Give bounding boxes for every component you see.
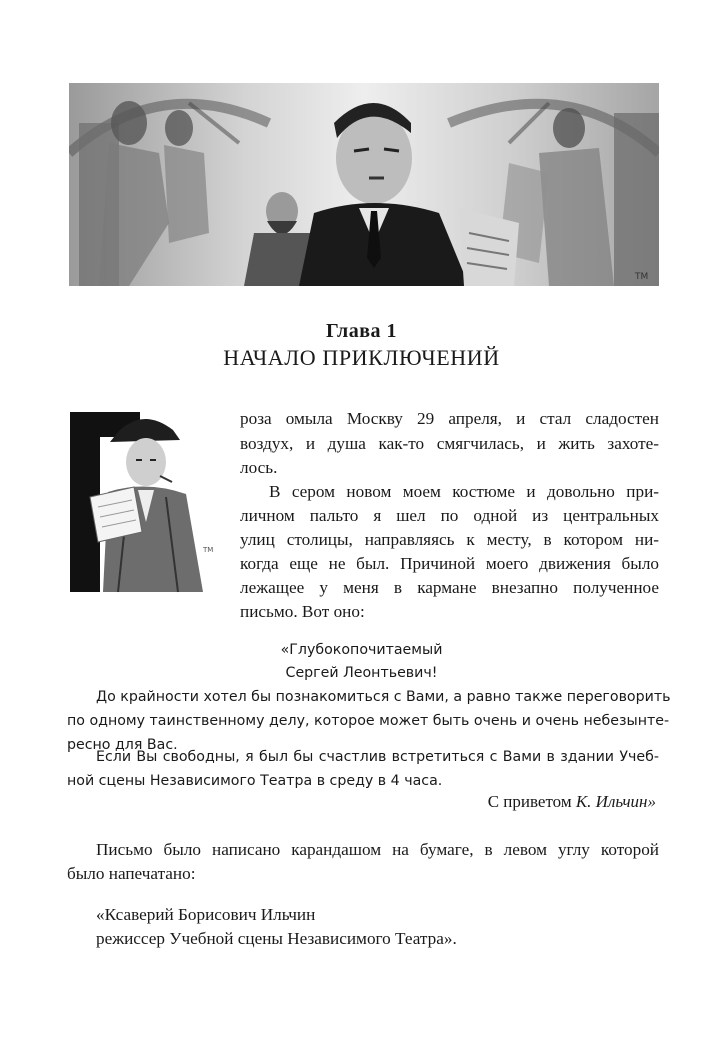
letter-salutation: Сергей Леонтьевич! (285, 665, 438, 681)
letter-signature (488, 792, 656, 812)
body-line: лось. (240, 458, 278, 477)
chapter-number: Глава 1 (326, 320, 397, 342)
letter-line: До крайности хотел бы познакомиться с Вами, а равно также переговорить (96, 689, 671, 705)
letter-line: ной сцены Независимого Театра в среду в 4 часа. (67, 773, 443, 789)
letter-line: Если Вы свободны, я был бы счастлив встретиться с Вами в здании Учеб- (96, 749, 659, 765)
letter-line: ресно для Вас. (67, 737, 178, 753)
body-line: воздух, и душа как-то смягчилась, и жить захоте- (240, 434, 659, 453)
letterhead-line: «Ксаверий Борисович Ильчин (96, 905, 316, 924)
body-line: Письмо было написано карандашом на бумаге, в левом углу которой (96, 840, 659, 859)
body-line: улиц столицы, направляясь к месту, в котором ни- (240, 530, 659, 549)
body-line: личном пальто я шел по одной из центральных (240, 506, 659, 525)
man-with-newspaper-illustration (69, 83, 659, 286)
man-in-hat-illustration (68, 402, 228, 597)
letter-signature-name: К. Ильчин» (575, 792, 656, 811)
body-line: было напечатано: (67, 864, 196, 883)
body-line: когда еще не был. Причиной моего движения было (240, 554, 659, 573)
artist-monogram: ТМ (635, 272, 649, 282)
letter-line: по одному таинственному делу, которое может быть очень и очень небезынте- (67, 713, 670, 729)
body-line: В сером новом моем костюме и довольно при- (269, 482, 659, 501)
body-line: лежащее у меня в кармане внезапно полученное (240, 578, 659, 597)
body-line: письмо. Вот оно: (240, 602, 365, 621)
letter-salutation: «Глубокопочитаемый (280, 642, 443, 658)
letter-closing: С приветом (487, 792, 572, 811)
letterhead-line: режиссер Учебной сцены Независимого Театра». (96, 929, 457, 948)
svg-text:ТМ: ТМ (203, 546, 214, 554)
chapter-title: НАЧАЛО ПРИКЛЮЧЕНИЙ (223, 345, 500, 370)
body-line: роза омыла Москву 29 апреля, и стал сладостен (240, 409, 659, 428)
drop-cap-illustration (68, 402, 228, 597)
chapter-illustration (69, 83, 659, 286)
